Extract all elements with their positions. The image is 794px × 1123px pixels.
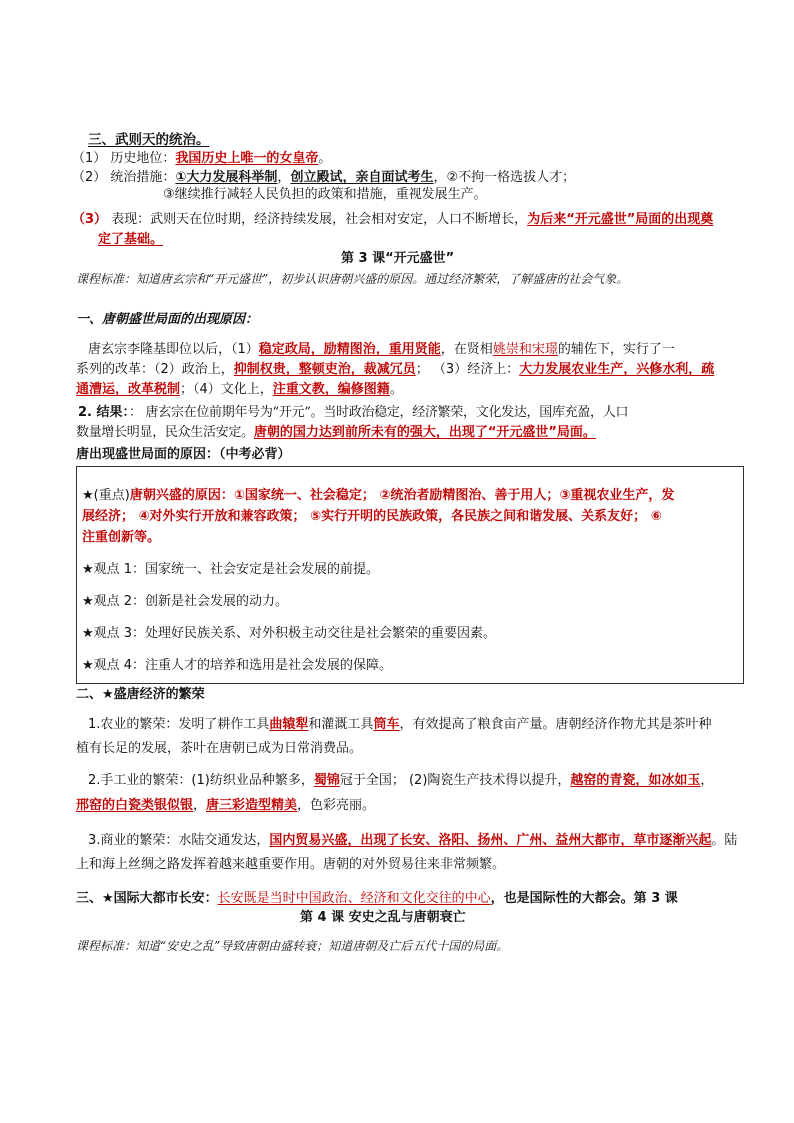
reform-paragraph-line3: 通漕运，改革税制；（4）文化上，注重文教，编修图籍。 xyxy=(76,382,403,397)
handicraft-line2: 邢窑的白瓷类银似银，唐三彩造型精美，色彩亮丽。 xyxy=(76,798,376,813)
wu-performance-line: （3） 表现：武则天在位时期，经济持续发展，社会相对安定，人口不断增长，为后来“开元盛世”局面的出现奠 xyxy=(72,212,714,227)
reform-paragraph-line1: 唐玄宗李隆基即位以后，（1）稳定政局，励精图治，重用贤能，在贤相姚崇和宋璟的辅佐下，实行了一 xyxy=(88,342,675,357)
result-line1: 2. 结果：： 唐玄宗在位前期年号为“开元”。当时政治稳定，经济繁荣，文化发达，国库充盈，人口 xyxy=(78,405,629,420)
reasons-line2: 展经济； ④对外实行开放和兼容政策； ⑤实行开明的民族政策，各民族之间和谐发展、关系友好； ⑥ xyxy=(82,509,662,524)
lesson4-title: 第 4 课 安史之乱与唐朝衰亡 xyxy=(300,910,466,925)
reasons-heading: 唐出现盛世局面的原因：（中考必背） xyxy=(76,447,291,462)
changan-line: 三、★国际大都市长安：长安既是当时中国政治、经济和文化交往的中心，也是国际性的大都会。第 3 课 xyxy=(76,891,678,906)
agriculture-line2: 植有长足的发展，茶叶在唐朝已成为日常消费品。 xyxy=(76,741,363,756)
wu-status-line: （1） 历史地位：我国历史上唯一的女皇帝。 xyxy=(72,151,332,166)
lesson3-standard: 课程标准：知道唐玄宗和“开元盛世”，初步认识唐朝兴盛的原因。通过经济繁荣，了解盛唐的社会气象。 xyxy=(76,272,629,286)
economy-heading: 二、★盛唐经济的繁荣 xyxy=(76,687,205,702)
viewpoint-2: ★观点 2：创新是社会发展的动力。 xyxy=(82,594,289,609)
lesson4-standard: 课程标准：知道“安史之乱”导致唐朝由盛转衰；知道唐朝及亡后五代十国的局面。 xyxy=(76,939,509,953)
wu-performance-line-2: 定了基础。 xyxy=(98,232,164,247)
commerce-line2: 上和海上丝绸之路发挥着越来越重要作用。唐朝的对外贸易往来非常频繁。 xyxy=(76,857,506,872)
reform-paragraph-line2: 系列的改革：（2）政治上，抑制权贵，整顿吏治，裁减冗员； （3）经济上：大力发展农业生产，兴修水利，疏 xyxy=(76,362,715,377)
commerce-line1: 3.商业的繁荣：水陆交通发达，国内贸易兴盛，出现了长安、洛阳、扬州、广州、益州大都市，草市逐渐兴起。陆 xyxy=(88,833,738,848)
agriculture-line1: 1.农业的繁荣：发明了耕作工具曲辕犁和灌溉工具筒车，有效提高了粮食亩产量。唐朝经济作物尤其是茶叶种 xyxy=(88,717,712,732)
result-line2: 数量增长明显，民众生活安定。唐朝的国力达到前所未有的强大，出现了“开元盛世”局面。 xyxy=(76,425,596,440)
prosperity-causes-heading: 一、唐朝盛世局面的出现原因： xyxy=(76,312,259,327)
viewpoint-3: ★观点 3：处理好民族关系、对外积极主动交往是社会繁荣的重要因素。 xyxy=(82,626,497,641)
reasons-line1: ★(重点)唐朝兴盛的原因：①国家统一、社会稳定； ②统治者励精图治、善于用人；③重视农业生产，发 xyxy=(82,488,675,503)
lesson3-title: 第 3 课“开元盛世” xyxy=(341,251,455,266)
reasons-line3: 注重创新等。 xyxy=(82,530,161,545)
wu-measures-line-3: ③继续推行减轻人民负担的政策和措施，重视发展生产。 xyxy=(163,187,487,202)
viewpoint-4: ★观点 4：注重人才的培养和选用是社会发展的保障。 xyxy=(82,658,393,673)
handicraft-line1: 2.手工业的繁荣：(1)纺织业品种繁多，蜀锦冠于全国； (2)陶瓷生产技术得以提升，越窑的青瓷，如冰如玉， xyxy=(88,773,714,788)
viewpoint-1: ★观点 1：国家统一、社会安定是社会发展的前提。 xyxy=(82,562,380,577)
wu-measures-line: （2） 统治措施：①大力发展科举制，创立殿试，亲自面试考生，②不拘一格选拔人才； xyxy=(72,170,576,185)
wu-zetian-heading: 三、武则天的统治。 xyxy=(88,132,210,148)
